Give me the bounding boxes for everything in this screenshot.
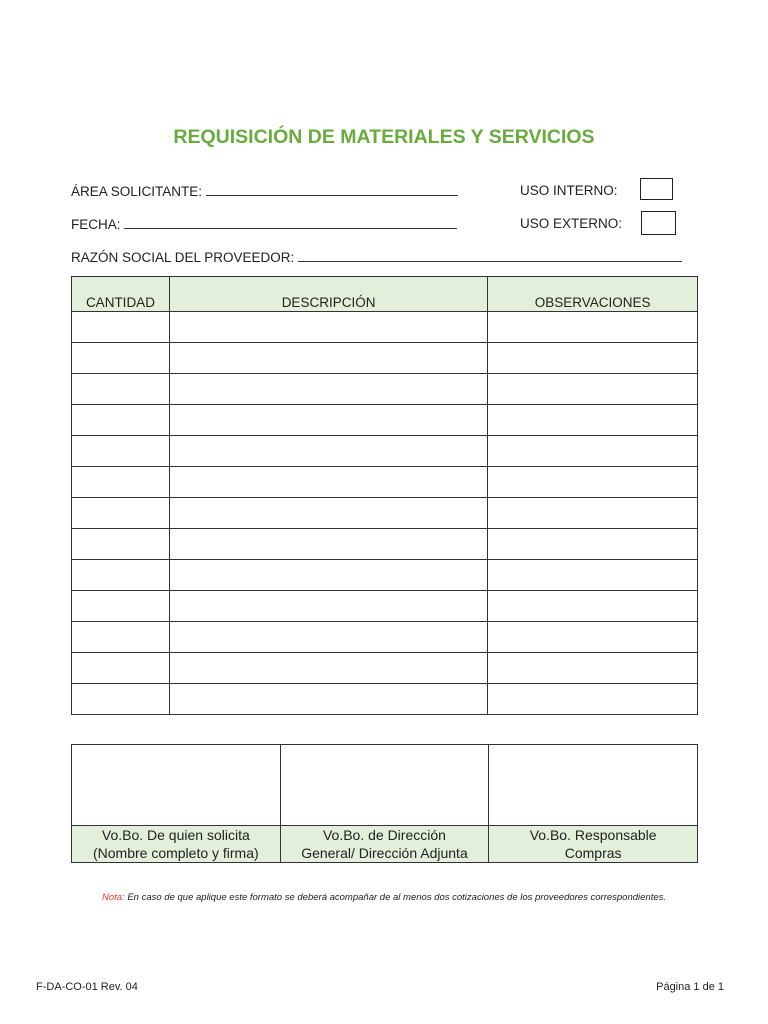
cell-descripcion[interactable] — [169, 467, 487, 498]
signature-label-line1: Vo.Bo. de Dirección — [322, 827, 446, 843]
table-row — [72, 529, 698, 560]
uso-interno-checkbox[interactable] — [640, 178, 673, 200]
signatures-table — [71, 744, 698, 863]
table-row — [72, 405, 698, 436]
cell-descripcion[interactable] — [169, 653, 487, 684]
items-header-row — [72, 277, 698, 312]
uso-interno-label: USO INTERNO: — [520, 183, 618, 198]
cell-observaciones[interactable] — [488, 405, 698, 436]
signature-space-compras[interactable] — [489, 745, 698, 826]
cell-descripcion[interactable] — [169, 622, 487, 653]
area-solicitante-line — [206, 183, 458, 196]
table-row — [72, 343, 698, 374]
cell-observaciones[interactable] — [488, 591, 698, 622]
header-descripcion: DESCRIPCIÓN — [169, 277, 487, 312]
table-row — [72, 653, 698, 684]
cell-observaciones[interactable] — [488, 498, 698, 529]
signature-label-direccion — [280, 826, 489, 863]
signature-space-solicita[interactable] — [72, 745, 281, 826]
signature-label-line2: (Nombre completo y firma) — [92, 845, 259, 861]
cell-observaciones[interactable] — [488, 436, 698, 467]
cell-cantidad[interactable] — [72, 684, 170, 715]
cell-descripcion[interactable] — [169, 436, 487, 467]
cell-observaciones[interactable] — [488, 622, 698, 653]
table-row — [72, 622, 698, 653]
signature-space-direccion[interactable] — [280, 745, 489, 826]
cell-cantidad[interactable] — [72, 560, 170, 591]
cell-cantidad[interactable] — [72, 312, 170, 343]
table-row — [72, 498, 698, 529]
cell-descripcion[interactable] — [169, 529, 487, 560]
signature-label-solicita — [72, 826, 281, 863]
fecha-field[interactable] — [71, 216, 457, 232]
razon-social-line — [298, 249, 682, 262]
signature-label-line1: Vo.Bo. De quien solicita — [101, 827, 250, 843]
cell-observaciones[interactable] — [488, 312, 698, 343]
signature-label-row — [72, 826, 698, 863]
signature-space-row — [72, 745, 698, 826]
cell-cantidad[interactable] — [72, 436, 170, 467]
cell-observaciones[interactable] — [488, 560, 698, 591]
cell-cantidad[interactable] — [72, 374, 170, 405]
note — [0, 892, 768, 903]
form-title: REQUISICIÓN DE MATERIALES Y SERVICIOS — [173, 126, 595, 148]
cell-cantidad[interactable] — [72, 622, 170, 653]
signature-label-compras — [489, 826, 698, 863]
form-code: F-DA-CO-01 Rev. 04 — [36, 981, 138, 993]
cell-cantidad[interactable] — [72, 529, 170, 560]
fecha-label: FECHA: — [71, 217, 121, 232]
cell-observaciones[interactable] — [488, 684, 698, 715]
cell-cantidad[interactable] — [72, 498, 170, 529]
table-row — [72, 591, 698, 622]
signature-label-line2: General/ Dirección Adjunta — [301, 845, 468, 861]
area-solicitante-field[interactable] — [71, 183, 458, 199]
cell-descripcion[interactable] — [169, 374, 487, 405]
cell-descripcion[interactable] — [169, 591, 487, 622]
table-row — [72, 374, 698, 405]
razon-social-label: RAZÓN SOCIAL DEL PROVEEDOR: — [71, 250, 295, 265]
uso-externo-checkbox[interactable] — [641, 211, 676, 235]
note-text: En caso de que aplique este formato se deberá acompañar de al menos dos cotizaciones de los proveedores correspondientes. — [127, 892, 667, 903]
cell-descripcion[interactable] — [169, 312, 487, 343]
cell-cantidad[interactable] — [72, 467, 170, 498]
cell-observaciones[interactable] — [488, 374, 698, 405]
table-row — [72, 684, 698, 715]
table-row — [72, 312, 698, 343]
cell-descripcion[interactable] — [169, 405, 487, 436]
cell-cantidad[interactable] — [72, 653, 170, 684]
fecha-line — [124, 216, 457, 229]
cell-cantidad[interactable] — [72, 343, 170, 374]
cell-cantidad[interactable] — [72, 591, 170, 622]
table-row — [72, 467, 698, 498]
razon-social-field[interactable] — [71, 249, 682, 265]
uso-externo-label: USO EXTERNO: — [520, 216, 623, 231]
table-row — [72, 560, 698, 591]
cell-observaciones[interactable] — [488, 467, 698, 498]
signature-label-line1: Vo.Bo. Responsable — [529, 827, 657, 843]
cell-observaciones[interactable] — [488, 653, 698, 684]
page-number: Página 1 de 1 — [656, 981, 724, 993]
table-row — [72, 436, 698, 467]
cell-descripcion[interactable] — [169, 343, 487, 374]
header-cantidad: CANTIDAD — [72, 277, 170, 312]
cell-descripcion[interactable] — [169, 684, 487, 715]
items-table — [71, 276, 698, 715]
signature-label-line2: Compras — [564, 845, 622, 861]
cell-observaciones[interactable] — [488, 343, 698, 374]
note-label: Nota: — [101, 892, 125, 903]
cell-observaciones[interactable] — [488, 529, 698, 560]
header-observaciones: OBSERVACIONES — [488, 277, 698, 312]
cell-descripcion[interactable] — [169, 560, 487, 591]
cell-descripcion[interactable] — [169, 498, 487, 529]
area-solicitante-label: ÁREA SOLICITANTE: — [71, 184, 203, 199]
cell-cantidad[interactable] — [72, 405, 170, 436]
